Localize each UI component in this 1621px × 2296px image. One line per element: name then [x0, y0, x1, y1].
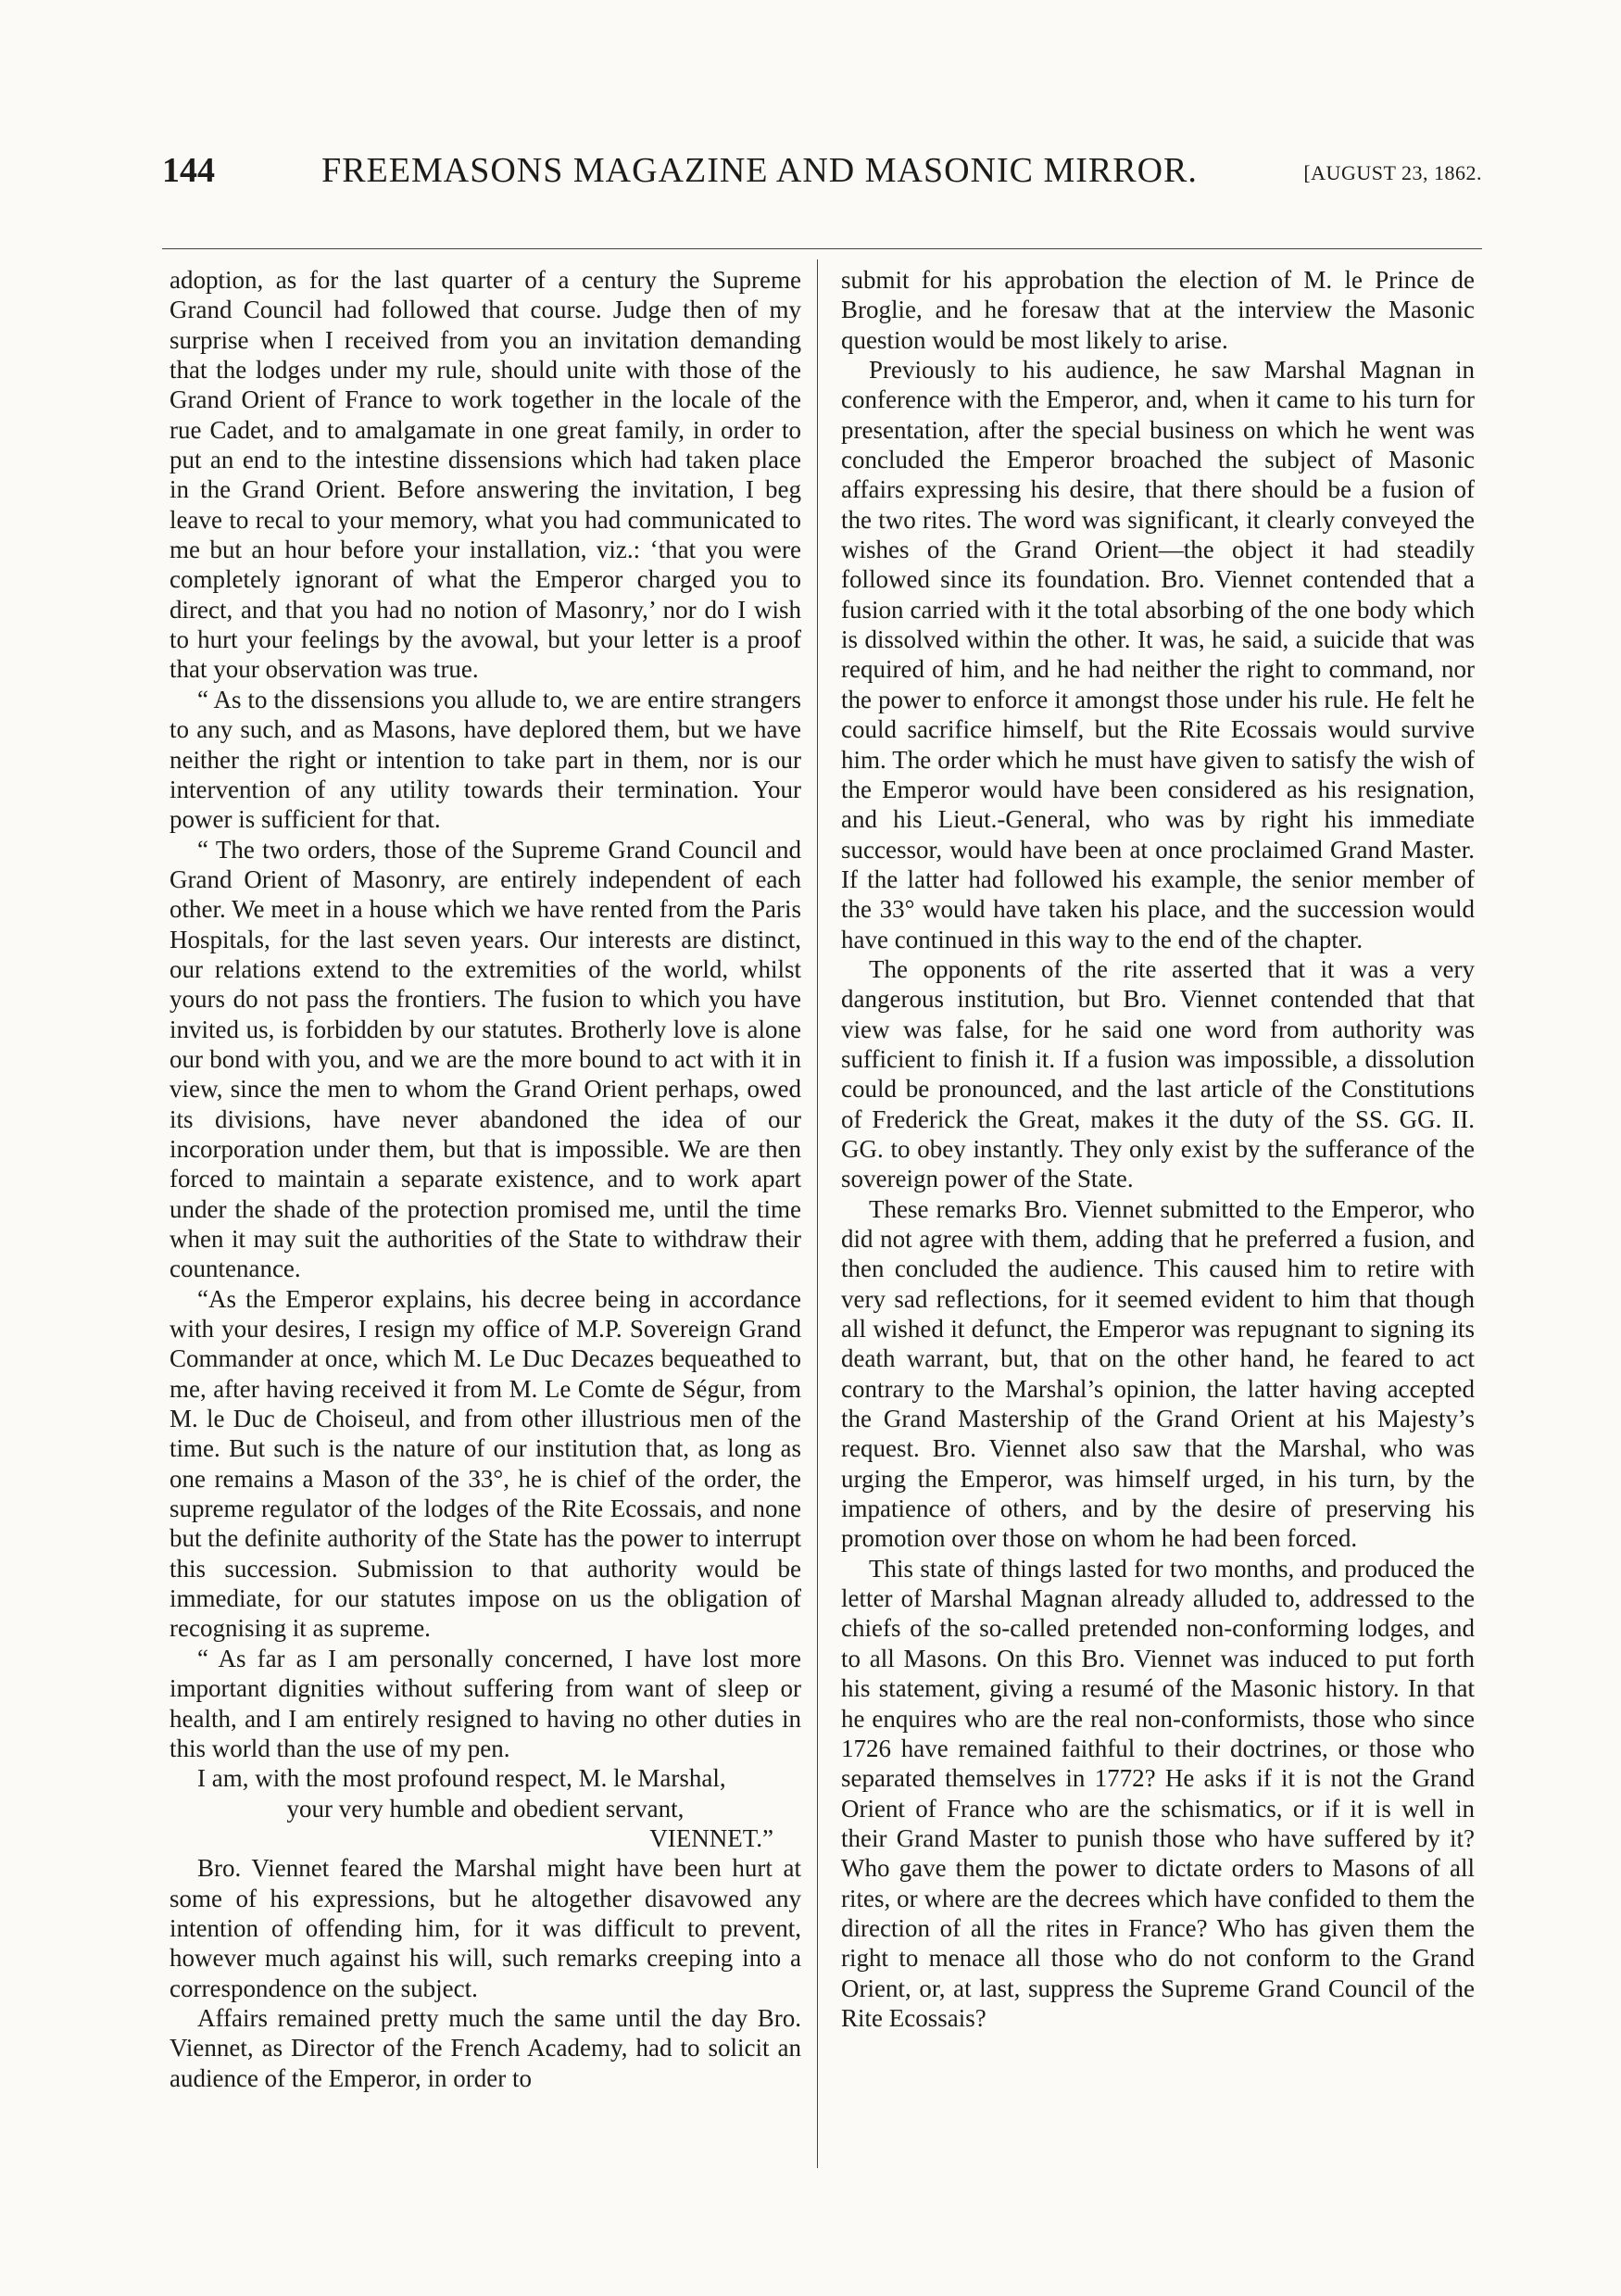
paragraph: Bro. Viennet feared the Marshal might have been hurt at some of his expressions, but he altogether disavowed any intention of offending him, for it was difficult to prevent, however much against his will, such remarks creeping into a correspondence on the subject.: [170, 1854, 801, 2002]
paragraph: “ As to the dissensions you allude to, we are entire strangers to any such, and as Masons, have deplored them, but we have neither the right or intention to take part in them, nor is our intervention of any utility towards their termination. Your power is sufficient for that.: [170, 685, 801, 834]
paragraph: adoption, as for the last quarter of a century the Supreme Grand Council had followed that course. Judge then of my surprise when I received from you an invitation demanding that the lodges under my rule, should unite with those of the Grand Orient of France to work together in the locale of the rue Cadet, and to amalgamate in one great family, in order to put an end to the intestine dissensions which had taken place in the Grand Orient. Before answering the invitation, I beg leave to recal to your memory, what you had communicated to me but an hour before your installation, viz.: ‘that you were completely ignorant of what the Emperor charged you to direct, and that you had no notion of Masonry,’ nor do I wish to hurt your feelings by the avowal, but your letter is a proof that your observation was true.: [170, 266, 801, 684]
letter-signature: VIENNET.”: [649, 1823, 773, 1852]
page-header: [162, 146, 1482, 202]
letter-closing: I am, with the most profound respect, M. le Marshal,: [197, 1764, 726, 1793]
running-title: FREEMASONS MAGAZINE AND MASONIC MIRROR.: [321, 151, 1198, 190]
page-number: 144: [162, 151, 215, 190]
paragraph: Affairs remained pretty much the same until the day Bro. Viennet, as Director of the French Academy, had to solicit an audience of the Emperor, in order to: [170, 2003, 801, 2092]
paragraph: These remarks Bro. Viennet submitted to the Emperor, who did not agree with them, adding that he preferred a fusion, and then concluded the audience. This caused him to retire with very sad reflections, for it seemed evident to him that though all wished it defunct, the Emperor was repugnant to signing its death warrant, but, that on the other hand, he feared to act contrary to the Marshal’s opinion, the latter having accepted the Grand Mastership of the Grand Orient at his Majesty’s request. Bro. Viennet also saw that the Marshal, who was urging the Emperor, was himself urged, in his turn, by the impatience of others, and by the desire of preserving his promotion over those on whom he had been forced.: [841, 1194, 1475, 1553]
paragraph: “As the Emperor explains, his decree being in accordance with your desires, I resign my office of M.P. Sovereign Grand Commander at once, which M. Le Duc Decazes bequeathed to me, after having received it from M. Le Comte de Ségur, from M. le Duc de Choiseul, and from other illustrious men of the time. But such is the nature of our institution that, as long as one remains a Mason of the 33°, he is chief of the order, the supreme regulator of the lodges of the Rite Ecossais, and none but the definite authority of the State has the power to interrupt this succession. Submission to that authority would be immediate, for our statutes impose on us the obligation of recognising it as supreme.: [170, 1284, 801, 1643]
header-rule: [162, 248, 1482, 249]
letter-closing: your very humble and obedient servant,: [286, 1794, 685, 1823]
issue-date: [AUGUST 23, 1862.: [1303, 161, 1482, 184]
paragraph: submit for his approbation the election of M. le Prince de Broglie, and he foresaw that at the interview the Masonic question would be most likely to arise.: [841, 266, 1475, 354]
right-column: [841, 265, 1475, 2033]
paragraph: This state of things lasted for two months, and produced the letter of Marshal Magnan already alluded to, addressed to the chiefs of the so-called pretended non-conforming lodges, and to all Masons. On this Bro. Viennet was induced to put forth his statement, giving a resumé of the Masonic history. In that he enquires who are the real non-conformists, those who since 1726 have remained faithful to their doctrines, or those who separated themselves in 1772? He asks if it is not the Grand Orient of France who are the schismatics, or if it is well in their Grand Master to punish those who have suffered by it? Who gave them the power to dictate orders to Masons of all rites, or where are the decrees which have confided to them the direction of all the rites in France? Who has given them the right to menace all those who do not conform to the Grand Orient, or, at last, suppress the Supreme Grand Council of the Rite Ecossais?: [841, 1554, 1475, 2032]
paragraph: “ The two orders, those of the Supreme Grand Council and Grand Orient of Masonry, are entirely independent of each other. We meet in a house which we have rented from the Paris Hospitals, for the last seven years. Our interests are distinct, our relations extend to the extremities of the world, whilst yours do not pass the frontiers. The fusion to which you have invited us, is forbidden by our statutes. Brotherly love is alone our bond with you, and we are the more bound to act with it in view, since the men to whom the Grand Orient perhaps, owed its divisions, have never abandoned the idea of our incorporation under them, but that is impossible. We are then forced to maintain a separate existence, and to work apart under the shade of the protection promised me, until the time when it may suit the authorities of the State to withdraw their countenance.: [170, 835, 801, 1283]
left-column: [170, 265, 801, 2093]
paragraph: The opponents of the rite asserted that it was a very dangerous institution, but Bro. Viennet contended that that view was false, for he said one word from authority was sufficient to finish it. If a fusion was impossible, a dissolution could be pronounced, and the last article of the Constitutions of Frederick the Great, makes it the duty of the SS. GG. II. GG. to obey instantly. They only exist by the sufferance of the sovereign power of the State.: [841, 954, 1475, 1193]
column-divider: [817, 259, 818, 2168]
paragraph: “ As far as I am personally concerned, I have lost more important dignities without suffering from want of sleep or health, and I am entirely resigned to having no other duties in this world than the use of my pen.: [170, 1644, 801, 1762]
paragraph: Previously to his audience, he saw Marshal Magnan in conference with the Emperor, and, when it came to his turn for presentation, after the special business on which he went was concluded the Emperor broached the subject of Masonic affairs expressing his desire, that there should be a fusion of the two rites. The word was significant, it clearly conveyed the wishes of the Grand Orient—the object it had steadily followed since its foundation. Bro. Viennet contended that a fusion carried with it the total absorbing of the one body which is dissolved within the other. It was, he said, a suicide that was required of him, and he had neither the right to command, nor the power to enforce it amongst those under his rule. He felt he could sacrifice himself, but the Rite Ecossais would survive him. The order which he must have given to satisfy the wish of the Emperor would have been considered as his resignation, and his Lieut.-General, who was by right his immediate successor, would have been at once proclaimed Grand Master. If the latter had followed his example, the senior member of the 33° would have taken his place, and the succession would have continued in this way to the end of the chapter.: [841, 356, 1475, 953]
